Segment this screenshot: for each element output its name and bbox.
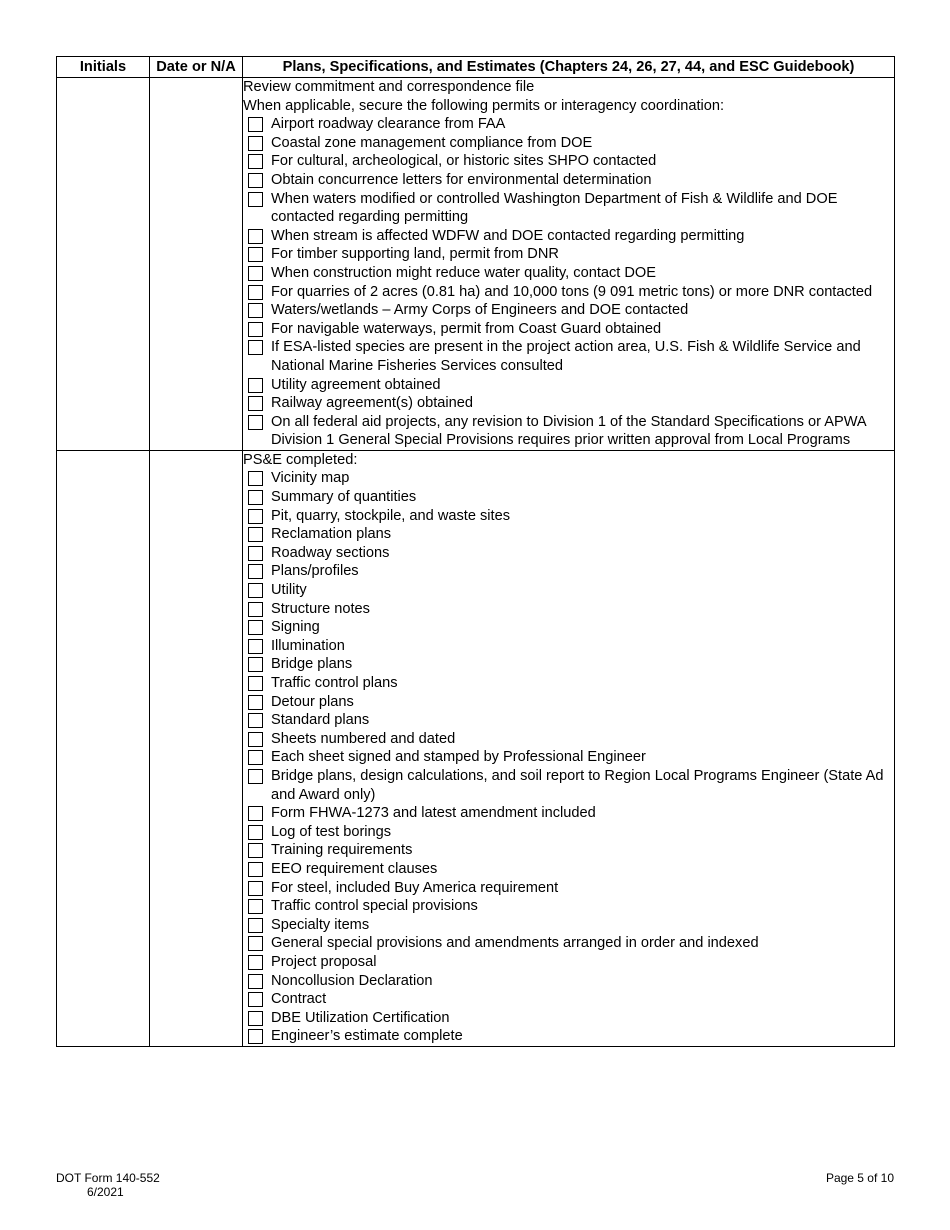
permit-item xyxy=(243,338,894,375)
permit-item xyxy=(243,320,894,339)
pse-initials-cell[interactable] xyxy=(57,450,150,1046)
pse-item xyxy=(243,618,894,637)
permit-item-label: Railway agreement(s) obtained xyxy=(271,395,473,412)
checkbox[interactable] xyxy=(248,378,263,393)
pse-item-label: Reclamation plans xyxy=(271,526,392,543)
pse-item-label: For steel, included Buy America requirement xyxy=(271,879,559,896)
permit-item-label: Obtain concurrence letters for environmental determination xyxy=(271,171,652,188)
permit-item-label: When waters modified or controlled Washington Department of Fish & Wildlife and DOE contacted regarding permitting xyxy=(271,190,838,226)
pse-checklist xyxy=(243,469,894,1045)
pse-item xyxy=(243,507,894,526)
pse-item-label: Vicinity map xyxy=(271,470,350,487)
checkbox[interactable] xyxy=(248,229,263,244)
permit-item xyxy=(243,152,894,171)
permits-intro: When applicable, secure the following permits or interagency coordination: xyxy=(243,97,725,114)
permit-item-label: On all federal aid projects, any revision to Division 1 of the Standard Specifications or APWA Division 1 General Special Provisions requires prior written approval from Local Programs xyxy=(271,413,866,449)
checkbox[interactable] xyxy=(248,657,263,672)
checkbox[interactable] xyxy=(248,974,263,989)
permit-item xyxy=(243,301,894,320)
pse-item xyxy=(243,469,894,488)
pse-item-label: DBE Utilization Certification xyxy=(271,1009,450,1026)
pse-item-label: Detour plans xyxy=(271,693,354,710)
pse-item-label: Specialty items xyxy=(271,916,370,933)
review-text: Review commitment and correspondence file xyxy=(243,79,535,95)
pse-item xyxy=(243,804,894,823)
permit-item-label: For cultural, archeological, or historic sites SHPO contacted xyxy=(271,153,657,170)
permit-item-label: For navigable waterways, permit from Coast Guard obtained xyxy=(271,320,662,337)
pse-item-label: Utility xyxy=(271,582,307,599)
pse-content-cell xyxy=(243,450,895,1046)
permit-item-label: Airport roadway clearance from FAA xyxy=(271,116,506,133)
pse-item-label: Each sheet signed and stamped by Professional Engineer xyxy=(271,749,646,766)
checkbox[interactable] xyxy=(248,173,263,188)
checkbox[interactable] xyxy=(248,192,263,207)
permit-item xyxy=(243,394,894,413)
permit-item xyxy=(243,413,894,450)
form-name: DOT Form 140-552 xyxy=(56,1171,160,1185)
checkbox[interactable] xyxy=(248,490,263,505)
pse-item xyxy=(243,767,894,804)
pse-intro: PS&E completed: xyxy=(243,451,358,468)
checkbox[interactable] xyxy=(248,695,263,710)
form-id xyxy=(56,1171,160,1199)
pse-item-label: Noncollusion Declaration xyxy=(271,972,433,989)
checklist-table xyxy=(56,56,895,1047)
pse-item xyxy=(243,841,894,860)
pse-item xyxy=(243,953,894,972)
pse-item xyxy=(243,916,894,935)
permit-item-label: For quarries of 2 acres (0.81 ha) and 10,000 tons (9 091 metric tons) or more DNR contacted xyxy=(271,283,873,300)
pse-item xyxy=(243,1009,894,1028)
permit-item-label: Coastal zone management compliance from DOE xyxy=(271,134,593,151)
checkbox[interactable] xyxy=(248,639,263,654)
permit-item-label: For timber supporting land, permit from DNR xyxy=(271,246,559,263)
pse-item-label: Pit, quarry, stockpile, and waste sites xyxy=(271,507,511,524)
pse-item-label: Plans/profiles xyxy=(271,563,359,580)
permits-row xyxy=(57,78,895,451)
pse-item xyxy=(243,674,894,693)
checkbox[interactable] xyxy=(248,266,263,281)
checkbox[interactable] xyxy=(248,546,263,561)
pse-item xyxy=(243,562,894,581)
checkbox[interactable] xyxy=(248,862,263,877)
checkbox[interactable] xyxy=(248,918,263,933)
pse-item xyxy=(243,600,894,619)
checkbox[interactable] xyxy=(248,713,263,728)
checkbox[interactable] xyxy=(248,583,263,598)
pse-item-label: Signing xyxy=(271,619,320,636)
pse-item xyxy=(243,860,894,879)
pse-item-label: Bridge plans xyxy=(271,656,353,673)
pse-item xyxy=(243,488,894,507)
pse-item xyxy=(243,544,894,563)
pse-item xyxy=(243,711,894,730)
initials-header: Initials xyxy=(57,57,150,78)
checkbox[interactable] xyxy=(248,415,263,430)
checkbox[interactable] xyxy=(248,899,263,914)
date-header: Date or N/A xyxy=(150,57,243,78)
permit-item xyxy=(243,245,894,264)
section-header: Plans, Specifications, and Estimates (Chapters 24, 26, 27, 44, and ESC Guidebook) xyxy=(243,57,895,78)
pse-item-label: Bridge plans, design calculations, and soil report to Region Local Programs Engineer (State Ad and Award only) xyxy=(271,767,884,803)
pse-item-label: Standard plans xyxy=(271,712,370,729)
pse-item-label: Structure notes xyxy=(271,600,370,617)
pse-item-label: EEO requirement clauses xyxy=(271,860,438,877)
pse-item xyxy=(243,693,894,712)
pse-item-label: Sheets numbered and dated xyxy=(271,730,456,747)
pse-item xyxy=(243,879,894,898)
pse-item xyxy=(243,897,894,916)
checkbox[interactable] xyxy=(248,1029,263,1044)
pse-item-label: Roadway sections xyxy=(271,544,390,561)
pse-item-label: Illumination xyxy=(271,637,345,654)
pse-item xyxy=(243,823,894,842)
permits-initials-cell[interactable] xyxy=(57,78,150,451)
checkbox[interactable] xyxy=(248,769,263,784)
permit-item xyxy=(243,171,894,190)
permit-item xyxy=(243,134,894,153)
pse-item-label: Summary of quantities xyxy=(271,489,417,506)
checkbox[interactable] xyxy=(248,509,263,524)
form-revision: 6/2021 xyxy=(87,1185,124,1199)
permits-date-cell[interactable] xyxy=(150,78,243,451)
checkbox[interactable] xyxy=(248,247,263,262)
pse-item-label: Traffic control plans xyxy=(271,675,398,691)
permit-item xyxy=(243,227,894,246)
checkbox[interactable] xyxy=(248,527,263,542)
checkbox[interactable] xyxy=(248,806,263,821)
permit-item-label: Utility agreement obtained xyxy=(271,376,441,393)
checkbox[interactable] xyxy=(248,303,263,318)
pse-item-label: Project proposal xyxy=(271,953,377,970)
pse-item xyxy=(243,972,894,991)
pse-item-label: Form FHWA-1273 and latest amendment included xyxy=(271,805,596,822)
checkbox[interactable] xyxy=(248,843,263,858)
pse-item xyxy=(243,581,894,600)
pse-item xyxy=(243,1027,894,1046)
permits-checklist xyxy=(243,115,894,450)
pse-item-label: General special provisions and amendments arranged in order and indexed xyxy=(271,935,759,952)
permit-item xyxy=(243,264,894,283)
pse-item xyxy=(243,934,894,953)
pse-item xyxy=(243,730,894,749)
pse-item-label: Log of test borings xyxy=(271,823,392,840)
checkbox[interactable] xyxy=(248,136,263,151)
checkbox[interactable] xyxy=(248,471,263,486)
permits-content-cell xyxy=(243,78,895,451)
pse-date-cell[interactable] xyxy=(150,450,243,1046)
pse-item xyxy=(243,637,894,656)
permit-item xyxy=(243,283,894,302)
checkbox[interactable] xyxy=(248,564,263,579)
checkbox[interactable] xyxy=(248,602,263,617)
checkbox[interactable] xyxy=(248,340,263,355)
permit-item-label: Waters/wetlands – Army Corps of Engineers and DOE contacted xyxy=(271,302,689,319)
checkbox[interactable] xyxy=(248,732,263,747)
checkbox[interactable] xyxy=(248,285,263,300)
permit-item-label: If ESA-listed species are present in the project action area, U.S. Fish & Wildlife Service and National Marine Fisheries Services consulted xyxy=(271,339,861,374)
checkbox[interactable] xyxy=(248,676,263,691)
checkbox[interactable] xyxy=(248,825,263,840)
pse-item xyxy=(243,655,894,674)
checkbox[interactable] xyxy=(248,117,263,132)
checkbox[interactable] xyxy=(248,396,263,411)
permit-item-label: When stream is affected WDFW and DOE contacted regarding permitting xyxy=(271,227,745,244)
checkbox[interactable] xyxy=(248,955,263,970)
checkbox[interactable] xyxy=(248,1011,263,1026)
permit-item xyxy=(243,190,894,227)
page-number: Page 5 of 10 xyxy=(825,1171,894,1185)
pse-item-label: Training requirements xyxy=(271,842,413,859)
pse-item xyxy=(243,748,894,767)
pse-item-label: Engineer’s estimate complete xyxy=(271,1028,463,1045)
checkbox[interactable] xyxy=(248,936,263,951)
pse-row xyxy=(57,450,895,1046)
checkbox[interactable] xyxy=(248,322,263,337)
checkbox[interactable] xyxy=(248,992,263,1007)
permit-item-label: When construction might reduce water quality, contact DOE xyxy=(271,264,657,281)
pse-item xyxy=(243,990,894,1009)
checkbox[interactable] xyxy=(248,154,263,169)
pse-item xyxy=(243,525,894,544)
header-row xyxy=(57,57,895,78)
permit-item xyxy=(243,376,894,395)
checkbox[interactable] xyxy=(248,750,263,765)
pse-item-label: Traffic control special provisions xyxy=(271,898,478,915)
checkbox[interactable] xyxy=(248,620,263,635)
pse-item-label: Contract xyxy=(271,991,327,1008)
checkbox[interactable] xyxy=(248,881,263,896)
permit-item xyxy=(243,115,894,134)
